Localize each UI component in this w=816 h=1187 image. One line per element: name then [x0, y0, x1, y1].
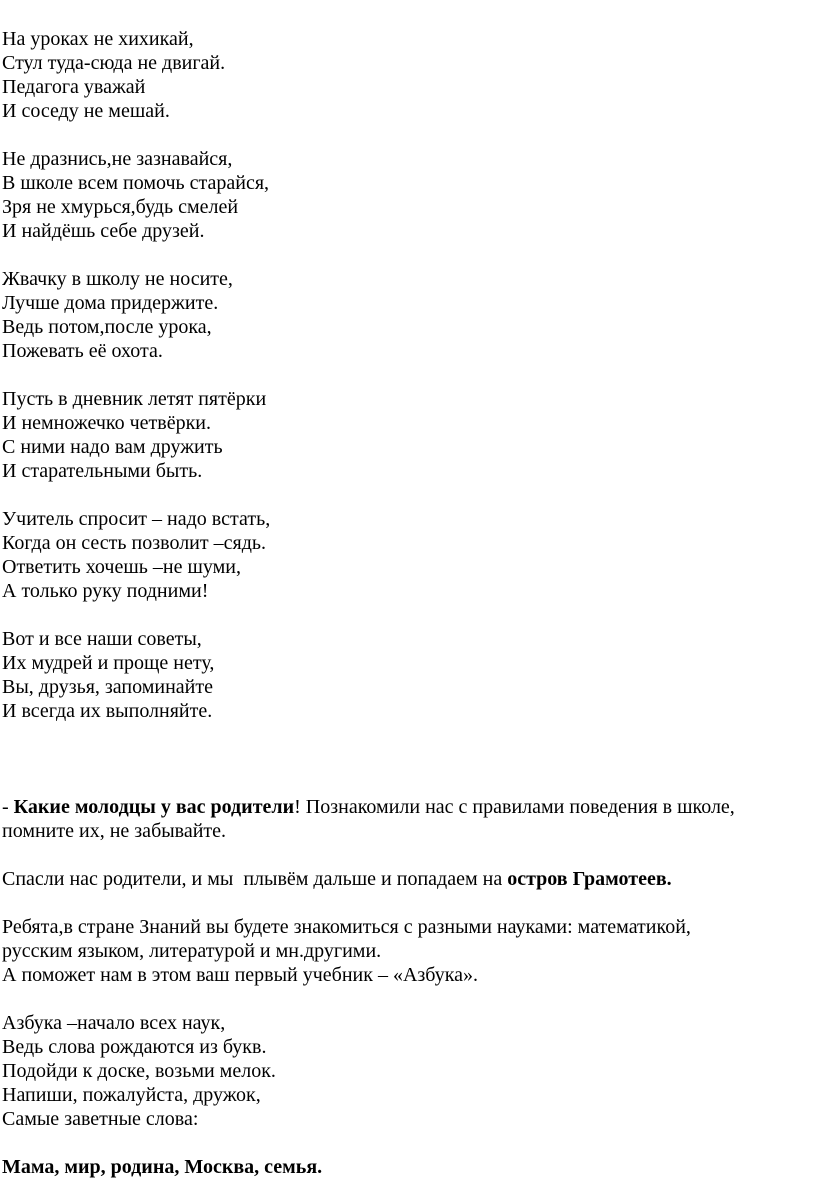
- poem-line: Напиши, пожалуйста, дружок,: [2, 1084, 261, 1106]
- poem-line: Вот и все наши советы,: [2, 628, 202, 650]
- poem-line: И всегда их выполняйте.: [2, 700, 213, 722]
- poem-line: Жвачку в школу не носите,: [2, 268, 233, 290]
- poem-line: Самые заветные слова:: [2, 1108, 199, 1130]
- poem-line: Вы, друзья, запоминайте: [2, 676, 214, 698]
- poem-line: На уроках не хихикай,: [2, 28, 194, 50]
- paragraph-island: [2, 867, 802, 891]
- poem-line: С ними надо вам дружить: [2, 436, 223, 458]
- poem-line: Зря не хмурься,будь смелей: [2, 196, 239, 218]
- poem-line: Не дразнись,не зазнавайся,: [2, 148, 233, 170]
- paragraph-line: [2, 795, 802, 819]
- poem-line: В школе всем помочь старайся,: [2, 172, 270, 194]
- final-words-text: Мама, мир, родина, Москва, семья.: [2, 1156, 323, 1178]
- paragraph-line: русским языком, литературой и мн.другими.: [2, 940, 382, 962]
- poem-line: И старательными быть.: [2, 460, 203, 482]
- poem-line: Подойди к доске, возьми мелок.: [2, 1060, 276, 1082]
- poem-line: А только руку подними!: [2, 580, 209, 602]
- poem-line: Пусть в дневник летят пятёрки: [2, 388, 267, 410]
- poem-stanza-2: [2, 147, 802, 243]
- poem-line: Учитель спросит – надо встать,: [2, 508, 271, 530]
- bold-phrase: остров Грамотеев.: [507, 868, 672, 890]
- poem-line: Их мудрей и проще нету,: [2, 652, 215, 674]
- poem-stanza-1: [2, 27, 802, 123]
- section-spacer: [2, 723, 802, 795]
- poem-line: Педагога уважай: [2, 76, 146, 98]
- poem-stanza-6: [2, 627, 802, 723]
- poem-line: Пожевать её охота.: [2, 340, 163, 362]
- poem-stanza-3: [2, 267, 802, 363]
- paragraph-text: ! Познакомили нас с правилами поведения в школе,: [294, 796, 735, 818]
- poem-line: И найдёшь себе друзей.: [2, 220, 205, 242]
- poem-line: И немножечко четвёрки.: [2, 412, 211, 434]
- paragraph-parents: [2, 795, 802, 843]
- paragraph-text: Спасли нас родители, и мы плывём дальше и попадаем на: [2, 868, 508, 890]
- paragraph-line: помните их, не забывайте.: [2, 820, 227, 842]
- poem-line: Стул туда-сюда не двигай.: [2, 52, 226, 74]
- document-content: [2, 27, 802, 1179]
- poem-stanza-5: [2, 507, 802, 603]
- paragraph-line: Ребята,в стране Знаний вы будете знакомиться с разными науками: математикой,: [2, 916, 691, 938]
- poem-line: Ответить хочешь –не шуми,: [2, 556, 241, 578]
- paragraph-knowledge: [2, 915, 802, 987]
- poem-line: Лучше дома придержите.: [2, 292, 219, 314]
- poem-stanza-4: [2, 387, 802, 483]
- paragraph-line: [2, 867, 802, 891]
- final-words: [2, 1155, 802, 1179]
- poem-line: Когда он сесть позволит –сядь.: [2, 532, 266, 554]
- poem-line: И соседу не мешай.: [2, 100, 170, 122]
- bold-phrase: Какие молодцы у вас родители: [13, 796, 295, 818]
- azbuka-poem: [2, 1011, 802, 1131]
- dash: -: [2, 796, 14, 818]
- poem-line: Азбука –начало всех наук,: [2, 1012, 226, 1034]
- poem-line: Ведь слова рождаются из букв.: [2, 1036, 267, 1058]
- poem-line: Ведь потом,после урока,: [2, 316, 212, 338]
- paragraph-line: А поможет нам в этом ваш первый учебник – «Азбука».: [2, 964, 479, 986]
